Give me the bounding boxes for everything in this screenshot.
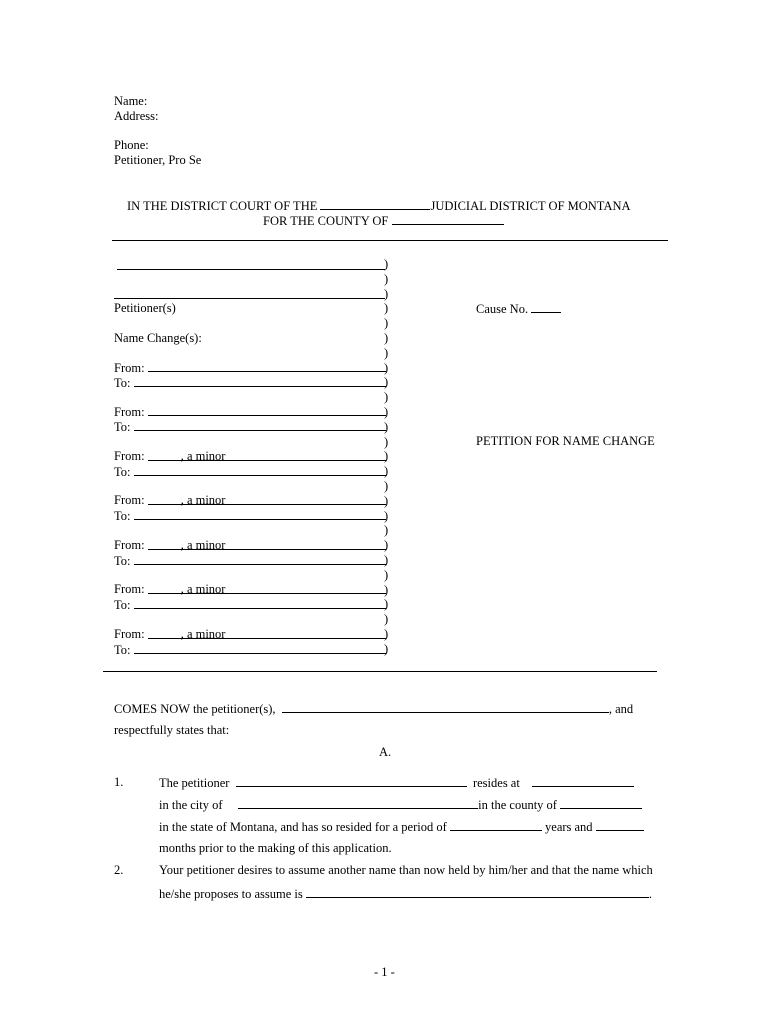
months-blank[interactable] (596, 819, 644, 831)
to-row (114, 508, 389, 524)
caption-paren: ) (384, 419, 389, 434)
caption-paren: ) (384, 479, 389, 493)
item-1-line-1 (159, 775, 634, 791)
cause-label: Cause No. (476, 302, 529, 316)
caption-paren: ) (384, 582, 389, 597)
caption-paren: ) (384, 360, 389, 375)
court-heading-line1 (127, 198, 631, 214)
caption-paren: ) (384, 612, 389, 627)
to-name-blank[interactable] (134, 508, 386, 520)
page-number: - 1 - (374, 965, 395, 979)
caption-paren: ) (384, 405, 389, 419)
to-label: To: (114, 509, 131, 523)
from-minor-blank[interactable] (148, 627, 386, 639)
caption-paren: ) (384, 641, 389, 656)
comes-now-line (114, 701, 633, 717)
from-minor-blank[interactable] (148, 449, 386, 461)
cause-number (476, 301, 561, 317)
years-and-text: years and (545, 820, 593, 834)
from-minor-row (114, 538, 389, 553)
caption-paren: ) (384, 375, 389, 390)
comes-now-end: , and (608, 702, 634, 716)
from-minor-row (114, 627, 389, 642)
to-name-blank[interactable] (134, 553, 386, 565)
from-label: From: (114, 582, 145, 596)
from-name-blank[interactable] (148, 404, 386, 416)
from-minor-blank[interactable] (148, 582, 386, 594)
from-row (114, 360, 389, 376)
from-label: From: (114, 493, 145, 507)
phone-label: Phone: (114, 138, 149, 152)
period: . (648, 887, 652, 901)
county-of-blank[interactable] (560, 797, 642, 809)
to-name-blank[interactable] (134, 464, 386, 476)
to-row (114, 464, 389, 480)
item-2-number: 2. (114, 863, 124, 877)
to-label: To: (114, 554, 131, 568)
to-row (114, 375, 389, 391)
to-label: To: (114, 465, 131, 479)
item-2-line-1: Your petitioner desires to assume another name than now held by him/her and that the name which (159, 863, 653, 877)
county-prefix: FOR THE COUNTY OF (263, 214, 389, 228)
petitioner-pro-se-label: Petitioner, Pro Se (114, 153, 202, 167)
caption-paren: ) (384, 493, 389, 508)
court-suffix: JUDICIAL DISTRICT OF MONTANA (430, 199, 631, 213)
item-1-line-4: months prior to the making of this application. (159, 841, 392, 855)
from-name-blank[interactable] (148, 360, 386, 372)
from-minor-blank[interactable] (148, 493, 386, 505)
caption-paren: ) (384, 597, 389, 612)
to-row (114, 553, 389, 569)
caption-paren: ) (384, 390, 389, 405)
caption-paren: ) (384, 464, 389, 479)
petitioner-name-blank[interactable] (236, 775, 467, 787)
resides-at-text: resides at (472, 776, 520, 790)
caption-paren: ) (384, 627, 389, 641)
minor-text: , a minor (180, 493, 226, 507)
caption-paren: ) (384, 286, 389, 301)
caption-paren: ) (384, 508, 389, 523)
to-name-blank[interactable] (134, 375, 386, 387)
minor-text: , a minor (180, 582, 226, 596)
caption-rule (103, 671, 657, 672)
court-prefix: IN THE DISTRICT COURT OF THE (127, 199, 318, 213)
caption-paren: ) (384, 301, 389, 316)
petitioner-name-line-2[interactable] (114, 298, 385, 299)
caption-paren: ) (384, 523, 389, 538)
years-blank[interactable] (450, 819, 542, 831)
from-minor-row (114, 493, 389, 508)
caption-paren: ) (384, 271, 389, 286)
minor-text: , a minor (180, 627, 226, 641)
caption-paren: ) (384, 553, 389, 567)
from-minor-row (114, 449, 389, 464)
caption-paren: ) (384, 567, 389, 582)
to-name-blank[interactable] (134, 597, 386, 609)
respectfully-line: respectfully states that: (114, 723, 230, 737)
cause-number-blank[interactable] (531, 301, 561, 313)
judicial-district-blank[interactable] (320, 198, 430, 210)
city-blank[interactable] (238, 797, 478, 809)
caption-paren: ) (384, 345, 389, 360)
from-minor-blank[interactable] (148, 538, 386, 550)
item-2-line-2 (159, 886, 652, 902)
resided-text: in the state of Montana, and has so resided for a period of (159, 820, 447, 834)
to-label: To: (114, 376, 131, 390)
caption-paren: ) (384, 449, 389, 464)
petitioners-label: Petitioner(s) (114, 301, 176, 315)
to-label: To: (114, 598, 131, 612)
from-minor-row (114, 582, 389, 597)
city-text: in the city of (159, 798, 223, 812)
item-1-line-3 (159, 819, 644, 835)
name-changes-label: Name Change(s): (114, 331, 202, 345)
from-label: From: (114, 405, 145, 419)
county-text: in the county of (478, 798, 557, 812)
caption-paren: ) (384, 331, 389, 345)
from-label: From: (114, 627, 145, 641)
heading-rule (112, 240, 668, 241)
caption-paren: ) (384, 316, 389, 331)
to-label: To: (114, 420, 131, 434)
item-1-number: 1. (114, 775, 124, 789)
document-title: PETITION FOR NAME CHANGE (476, 434, 655, 448)
new-name-blank[interactable] (306, 886, 649, 898)
item-1-line-2 (159, 797, 642, 813)
to-row (114, 597, 389, 613)
to-label: To: (114, 643, 131, 657)
from-label: From: (114, 361, 145, 375)
to-name-blank[interactable] (134, 642, 386, 654)
section-a-heading: A. (379, 745, 392, 759)
to-row (114, 419, 389, 435)
proposes-text: he/she proposes to assume is (159, 887, 303, 901)
from-label: From: (114, 538, 145, 552)
to-name-blank[interactable] (134, 419, 386, 431)
from-row (114, 404, 389, 420)
from-label: From: (114, 449, 145, 463)
petitioners-names-blank[interactable] (282, 701, 609, 713)
address-blank[interactable] (532, 775, 634, 787)
caption-paren: ) (384, 434, 389, 449)
comes-now-text: COMES NOW the petitioner(s), (114, 702, 276, 716)
petitioner-name-line-1[interactable] (117, 269, 385, 270)
minor-text: , a minor (180, 449, 226, 463)
petitioner-text: The petitioner (159, 776, 230, 790)
address-label: Address: (114, 109, 159, 123)
to-row (114, 641, 389, 658)
name-label: Name: (114, 94, 148, 108)
minor-text: , a minor (180, 538, 226, 552)
court-heading-line2 (263, 213, 504, 229)
caption-paren: ) (384, 538, 389, 553)
county-blank[interactable] (392, 213, 504, 225)
caption-paren: ) (384, 257, 389, 271)
